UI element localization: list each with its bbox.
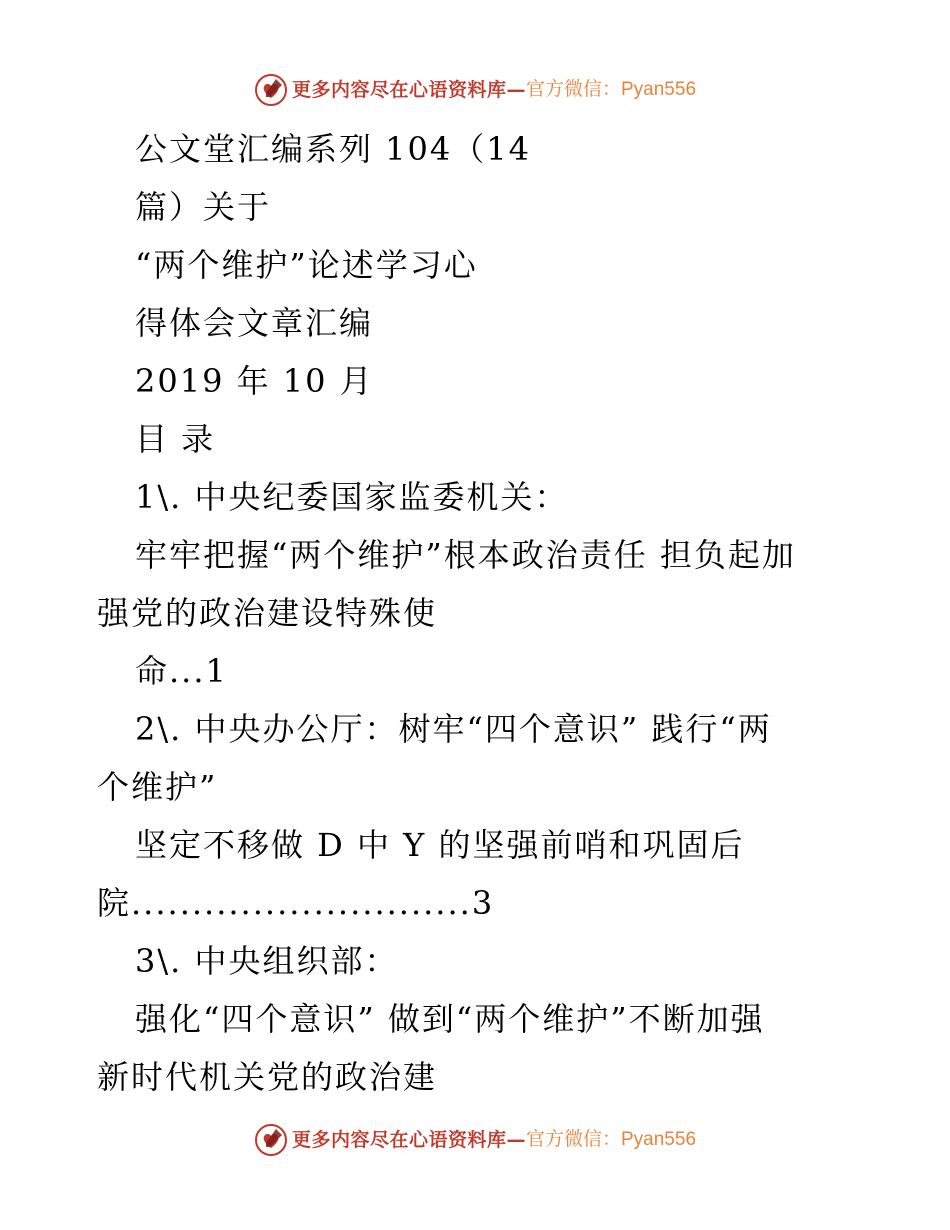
toc-entry-line: 3\. 中央组织部： bbox=[135, 942, 399, 980]
banner-text: 更多内容尽在心语资料库— bbox=[291, 79, 526, 101]
toc-entry-line: 院............................3 bbox=[97, 884, 495, 922]
toc-entry-line: 命...1 bbox=[135, 652, 228, 690]
toc-entry-line: 强党的政治建设特殊使 bbox=[97, 594, 438, 632]
toc-heading: 目 录 bbox=[135, 420, 216, 458]
doc-title-line: 得体会文章汇编 bbox=[135, 304, 374, 342]
heart-pen-logo-icon bbox=[254, 1123, 288, 1157]
toc-entry-line: 新时代机关党的政治建 bbox=[97, 1058, 438, 1096]
doc-title-line: “两个维护”论述学习心 bbox=[135, 246, 478, 284]
doc-title-line: 篇）关于 bbox=[135, 188, 272, 226]
toc-entry-line: 2\. 中央办公厅：树牢“四个意识” 践行“两 bbox=[135, 710, 772, 748]
heart-pen-logo-icon bbox=[254, 73, 288, 107]
doc-title-line: 公文堂汇编系列 104（14 bbox=[135, 130, 531, 168]
toc-entry-line: 个维护” bbox=[97, 768, 218, 806]
header-watermark-banner bbox=[0, 70, 950, 110]
toc-entry-line: 1\. 中央纪委国家监委机关： bbox=[135, 478, 569, 516]
banner-text: 更多内容尽在心语资料库— bbox=[291, 1129, 526, 1151]
banner-contact: 官方微信：Pyan556 bbox=[526, 79, 697, 100]
toc-entry-line: 牢牢把握“两个维护”根本政治责任 担负起加 bbox=[135, 536, 796, 574]
toc-entry-line: 强化“四个意识” 做到“两个维护”不断加强 bbox=[135, 1000, 765, 1038]
toc-entry-line: 坚定不移做 D 中 Y 的坚强前哨和巩固后 bbox=[135, 826, 745, 864]
banner-contact: 官方微信：Pyan556 bbox=[526, 1129, 697, 1150]
footer-watermark-banner bbox=[0, 1120, 950, 1160]
doc-date: 2019 年 10 月 bbox=[135, 362, 374, 400]
